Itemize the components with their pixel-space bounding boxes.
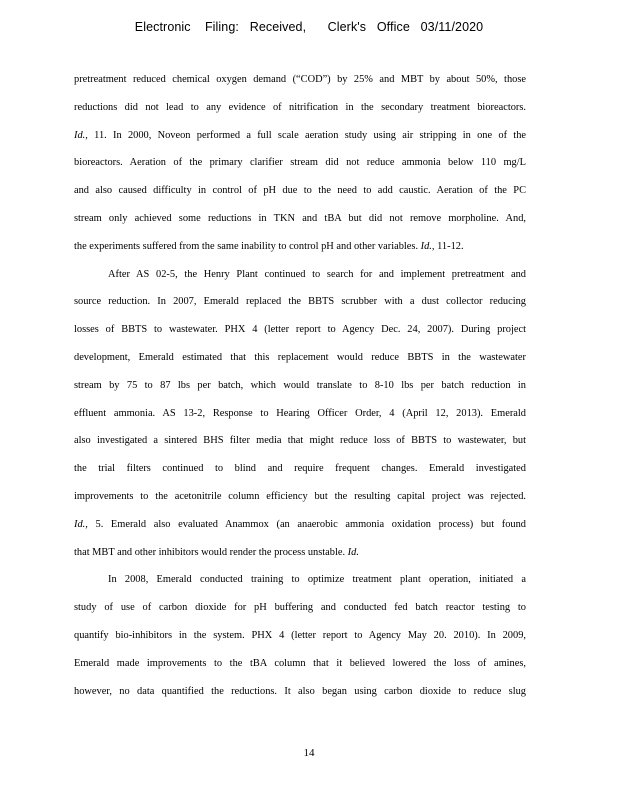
text-line: and also caused difficulty in control of pH due to the need to add caustic. Aeration of the PC (74, 185, 526, 197)
text-line: source reduction. In 2007, Emerald replaced the BBTS scrubber with a dust collector reducing (74, 296, 526, 308)
text-line: the experiments suffered from the same inability to control pH and other variables. Id., 11-12. (74, 240, 464, 252)
text-line: the trial filters continued to blind and require frequent changes. Emerald investigated (74, 463, 526, 475)
text-line: Id., 11. In 2000, Noveon performed a full scale aeration study using air stripping in one of the (74, 129, 526, 141)
text-line: bioreactors. Aeration of the primary clarifier stream did not reduce ammonia below 110 mg/L (74, 157, 526, 169)
text-line: stream by 75 to 87 lbs per batch, which would translate to 8-10 lbs per batch reduction in (74, 379, 526, 391)
text-line: losses of BBTS to wastewater. PHX 4 (letter report to Agency Dec. 24, 2007). During project (74, 324, 526, 336)
page-number: 14 (303, 747, 315, 759)
body-text (74, 70, 526, 709)
text-line: Id., 5. Emerald also evaluated Anammox (an anaerobic ammonia oxidation process) but found (74, 518, 526, 530)
text-line: improvements to the acetonitrile column efficiency but the resulting capital project was rejected. (74, 490, 526, 502)
text-line: effluent ammonia. AS 13-2, Response to Hearing Officer Order, 4 (April 12, 2013). Emerald (74, 407, 526, 419)
text-line: however, no data quantified the reductions. It also began using carbon dioxide to reduce slug (74, 685, 526, 697)
text-line: that MBT and other inhibitors would render the process unstable. Id. (74, 546, 359, 558)
text-line: also investigated a sintered BHS filter media that might reduce loss of BBTS to wastewater, but (74, 435, 526, 447)
text-line: stream only achieved some reductions in TKN and tBA but did not remove morpholine. And, (74, 212, 526, 224)
text-line: Emerald made improvements to the tBA column that it believed lowered the loss of amines, (74, 657, 526, 669)
text-line: After AS 02-5, the Henry Plant continued to search for and implement pretreatment and (108, 268, 526, 280)
text-line: reductions did not lead to any evidence of nitrification in the secondary treatment bioreactors. (74, 101, 526, 113)
text-line: In 2008, Emerald conducted training to optimize treatment plant operation, initiated a (108, 574, 526, 586)
filing-header: Electronic Filing: Received, Clerk's Office 03/11/2020 (134, 20, 484, 34)
text-line: quantify bio-inhibitors in the system. PHX 4 (letter report to Agency May 20. 2010). In 2009, (74, 629, 526, 641)
text-line: study of use of carbon dioxide for pH buffering and conducted fed batch reactor testing to (74, 602, 526, 614)
text-line: pretreatment reduced chemical oxygen demand (“COD”) by 25% and MBT by about 50%, those (74, 74, 526, 85)
text-line: development, Emerald estimated that this replacement would reduce BBTS in the wastewater (74, 351, 526, 363)
